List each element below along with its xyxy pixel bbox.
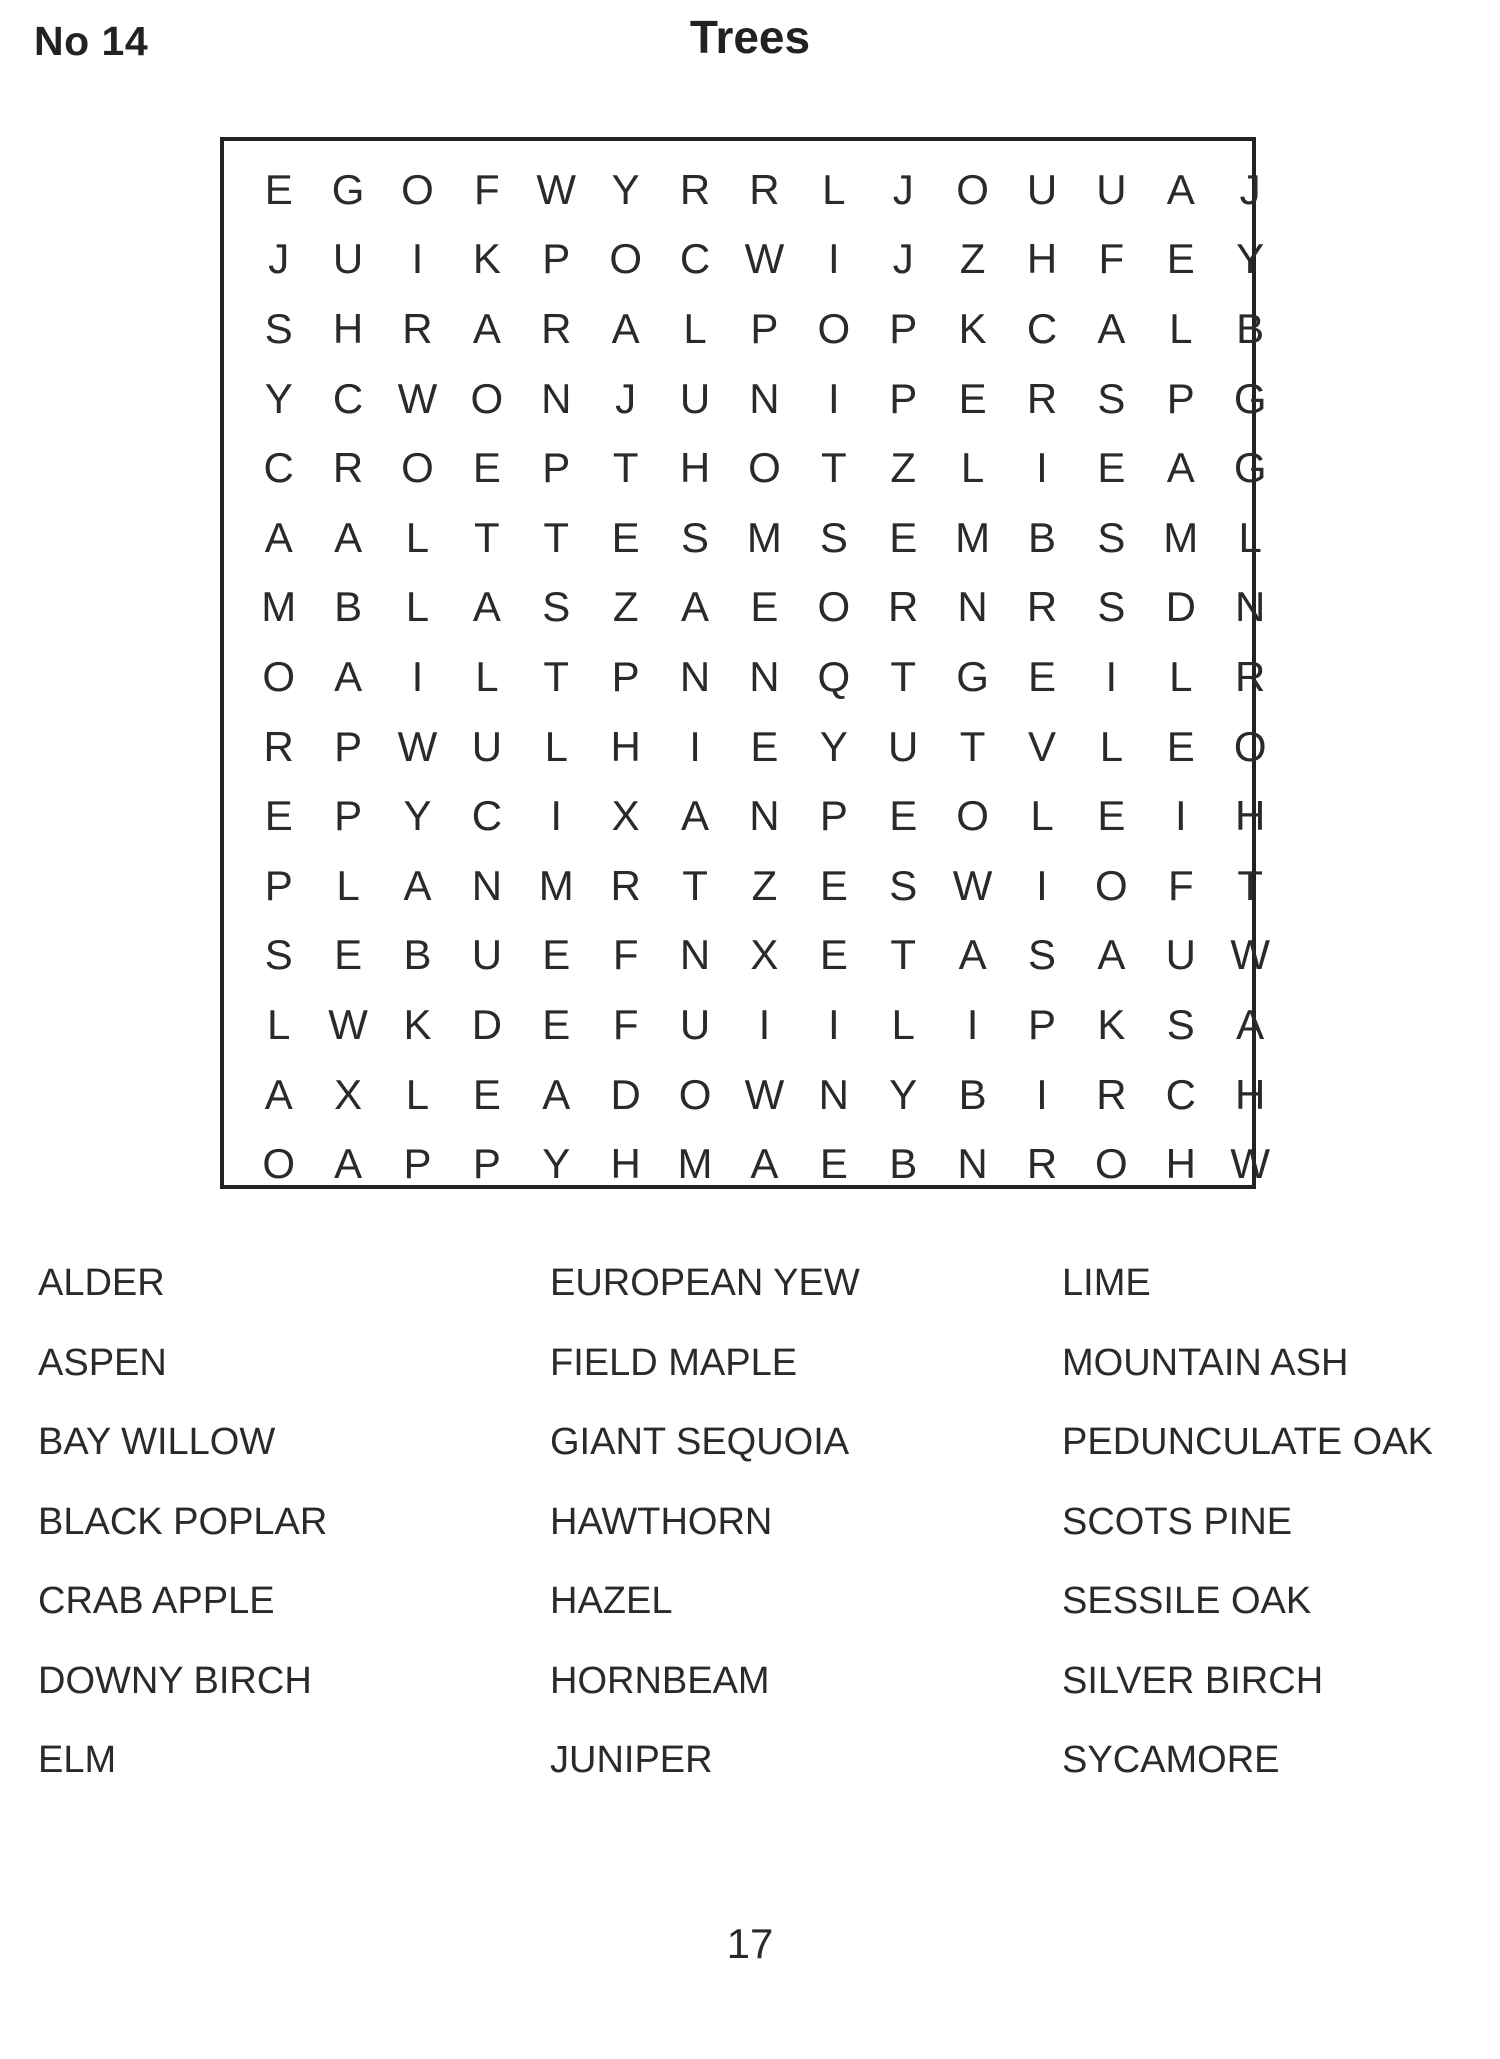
grid-cell[interactable]: E: [1166, 722, 1195, 770]
grid-cell[interactable]: M: [538, 861, 574, 909]
grid-cell[interactable]: M: [746, 513, 782, 561]
grid-cell[interactable]: M: [1163, 513, 1199, 561]
grid-cell[interactable]: K: [958, 304, 987, 352]
grid-cell[interactable]: X: [334, 1070, 363, 1118]
word-list-item: HORNBEAM: [550, 1659, 770, 1702]
grid-cell[interactable]: O: [817, 304, 851, 352]
grid-cell[interactable]: E: [750, 722, 779, 770]
grid-cell[interactable]: W: [744, 1070, 785, 1118]
grid-cell[interactable]: D: [610, 1070, 641, 1118]
grid-cell[interactable]: U: [1165, 931, 1196, 979]
grid-cell[interactable]: I: [1036, 1070, 1048, 1118]
grid-cell[interactable]: L: [683, 304, 707, 352]
grid-cell[interactable]: O: [609, 235, 642, 283]
grid-cell[interactable]: L: [960, 444, 985, 492]
grid-cell[interactable]: S: [1097, 374, 1126, 422]
grid-cell[interactable]: A: [334, 513, 363, 561]
grid-cell[interactable]: E: [750, 583, 779, 631]
word-list-item: CRAB APPLE: [38, 1580, 275, 1622]
grid-cell[interactable]: A: [264, 513, 293, 561]
grid-cell[interactable]: E: [1027, 652, 1056, 700]
grid-cell[interactable]: R: [332, 444, 364, 492]
grid-cell[interactable]: U: [679, 1000, 711, 1048]
word-list-item: ALDER: [38, 1262, 165, 1304]
grid-cell[interactable]: G: [331, 165, 365, 213]
grid-cell[interactable]: W: [1230, 1140, 1270, 1188]
grid-cell[interactable]: S: [1097, 583, 1126, 631]
grid-cell[interactable]: P: [264, 861, 293, 909]
grid-cell[interactable]: I: [758, 1000, 771, 1048]
grid-cell[interactable]: S: [264, 931, 293, 979]
grid-cell[interactable]: N: [1234, 583, 1266, 631]
grid-cell[interactable]: U: [471, 722, 503, 770]
grid-cell[interactable]: E: [1166, 235, 1195, 283]
grid-cell[interactable]: O: [401, 165, 434, 213]
grid-cell[interactable]: J: [1239, 165, 1261, 213]
grid-cell[interactable]: E: [472, 444, 501, 492]
word-list-item: PEDUNCULATE OAK: [1062, 1421, 1433, 1463]
grid-cell[interactable]: I: [411, 235, 424, 283]
grid-cell[interactable]: A: [542, 1070, 571, 1118]
grid-cell[interactable]: P: [889, 304, 918, 352]
grid-cell[interactable]: I: [550, 792, 563, 840]
grid-cell[interactable]: M: [955, 513, 991, 561]
grid-cell[interactable]: I: [1036, 444, 1048, 492]
grid-cell[interactable]: A: [1097, 304, 1126, 352]
grid-cell[interactable]: N: [749, 792, 780, 840]
grid-cell[interactable]: T: [820, 444, 847, 492]
word-list-item: HAZEL: [550, 1580, 673, 1622]
grid-cell[interactable]: C: [332, 374, 364, 422]
grid-cell[interactable]: E: [542, 931, 571, 979]
grid-cell[interactable]: L: [1099, 722, 1124, 770]
grid-cell[interactable]: J: [268, 235, 290, 283]
word-list-item: GIANT SEQUOIA: [550, 1421, 850, 1463]
grid-cell[interactable]: W: [952, 861, 993, 909]
grid-cell[interactable]: E: [472, 1070, 501, 1118]
word-list-item: BLACK POPLAR: [38, 1500, 328, 1543]
grid-cell[interactable]: A: [334, 1140, 363, 1188]
grid-cell[interactable]: E: [819, 1140, 848, 1188]
grid-cell[interactable]: O: [262, 652, 296, 700]
grid-cell[interactable]: J: [892, 165, 914, 213]
grid-cell[interactable]: P: [611, 652, 640, 700]
grid-cell[interactable]: N: [679, 652, 711, 700]
grid-cell[interactable]: G: [1233, 444, 1267, 492]
grid-cell[interactable]: A: [472, 583, 501, 631]
grid-cell[interactable]: O: [956, 165, 989, 213]
grid-cell[interactable]: C: [1026, 304, 1058, 352]
word-list-item: ASPEN: [38, 1341, 167, 1384]
grid-cell[interactable]: E: [819, 861, 848, 909]
word-list-column-2: [550, 1262, 860, 1819]
grid-cell[interactable]: J: [892, 235, 914, 283]
grid-cell[interactable]: Q: [817, 652, 851, 700]
grid-cell[interactable]: O: [1233, 722, 1267, 770]
grid-cell[interactable]: M: [677, 1140, 713, 1188]
grid-cell[interactable]: R: [1026, 1140, 1058, 1188]
grid-cell[interactable]: O: [956, 792, 989, 840]
grid-cell[interactable]: O: [470, 374, 504, 422]
grid-cell[interactable]: N: [679, 931, 711, 979]
grid-cell[interactable]: T: [612, 444, 639, 492]
grid-cell[interactable]: R: [610, 861, 641, 909]
word-list-item: EUROPEAN YEW: [550, 1262, 860, 1304]
word-list-column-1: [38, 1262, 327, 1819]
grid-cell[interactable]: F: [1098, 235, 1125, 283]
page-title: Trees: [689, 11, 811, 63]
grid-cell[interactable]: E: [889, 792, 918, 840]
grid-cell[interactable]: H: [1234, 792, 1266, 840]
word-list-item: ELM: [38, 1739, 117, 1781]
grid-cell[interactable]: B: [334, 583, 363, 631]
grid-cell[interactable]: S: [819, 513, 848, 561]
word-list-item: SILVER BIRCH: [1062, 1659, 1324, 1702]
word-list-item: DOWNY BIRCH: [38, 1659, 312, 1702]
grid-cell[interactable]: P: [1166, 374, 1195, 422]
grid-cell[interactable]: A: [611, 304, 640, 352]
grid-cell[interactable]: N: [471, 861, 503, 909]
grid-cell[interactable]: T: [890, 652, 917, 700]
grid-cell[interactable]: R: [1026, 374, 1058, 422]
grid-cell[interactable]: L: [405, 1070, 430, 1118]
word-list-item: JUNIPER: [550, 1739, 713, 1781]
grid-cell[interactable]: B: [403, 931, 432, 979]
word-list-item: SYCAMORE: [1062, 1739, 1280, 1781]
grid-cell[interactable]: P: [334, 792, 363, 840]
grid-cell[interactable]: B: [889, 1140, 918, 1188]
grid-cell[interactable]: O: [401, 444, 434, 492]
grid-cell[interactable]: R: [541, 304, 572, 352]
grid-cell[interactable]: E: [542, 1000, 571, 1048]
grid-cell[interactable]: K: [472, 235, 501, 283]
grid-cell[interactable]: A: [681, 583, 710, 631]
grid-cell[interactable]: M: [261, 583, 297, 631]
grid-cell[interactable]: Y: [819, 722, 848, 770]
grid-cell[interactable]: H: [610, 1140, 641, 1188]
grid-cell[interactable]: A: [1166, 165, 1195, 213]
grid-cell[interactable]: R: [888, 583, 919, 631]
grid-cell[interactable]: F: [612, 931, 639, 979]
grid-cell[interactable]: N: [541, 374, 572, 422]
grid-cell[interactable]: T: [1237, 861, 1263, 909]
grid-cell[interactable]: P: [542, 444, 571, 492]
grid-cell[interactable]: U: [679, 374, 711, 422]
grid-cell[interactable]: Y: [889, 1070, 918, 1118]
grid-cell[interactable]: X: [750, 931, 779, 979]
grid-cell[interactable]: O: [748, 444, 781, 492]
grid-cell[interactable]: G: [1233, 374, 1267, 422]
grid-cell[interactable]: E: [611, 513, 640, 561]
grid-cell[interactable]: L: [891, 1000, 915, 1048]
grid-cell[interactable]: S: [681, 513, 710, 561]
grid-cell[interactable]: A: [1236, 1000, 1265, 1048]
grid-cell[interactable]: I: [411, 652, 424, 700]
grid-cell[interactable]: E: [1097, 792, 1126, 840]
grid-cell[interactable]: U: [471, 931, 503, 979]
grid-cell[interactable]: G: [956, 652, 989, 700]
grid-cell[interactable]: U: [888, 722, 919, 770]
word-list-item: SCOTS PINE: [1062, 1500, 1293, 1543]
grid-cell[interactable]: P: [334, 722, 363, 770]
grid-cell[interactable]: O: [817, 583, 851, 631]
grid-cell[interactable]: D: [471, 1000, 503, 1048]
grid-cell[interactable]: H: [1026, 235, 1058, 283]
grid-cell[interactable]: L: [1169, 652, 1193, 700]
grid-cell[interactable]: A: [403, 861, 432, 909]
word-list-item: SESSILE OAK: [1062, 1580, 1312, 1622]
grid-cell[interactable]: P: [889, 374, 918, 422]
grid-cell[interactable]: A: [958, 931, 987, 979]
grid-cell[interactable]: U: [1026, 165, 1058, 213]
grid-cell[interactable]: A: [1097, 931, 1126, 979]
grid-cell[interactable]: H: [679, 444, 711, 492]
grid-cell[interactable]: W: [744, 235, 785, 283]
grid-cell[interactable]: P: [819, 792, 848, 840]
grid-cell[interactable]: I: [1174, 792, 1187, 840]
grid-cell[interactable]: T: [474, 513, 500, 561]
grid-cell[interactable]: S: [542, 583, 571, 631]
grid-cell[interactable]: T: [543, 652, 570, 700]
grid-cell[interactable]: O: [1095, 861, 1128, 909]
grid-cell[interactable]: H: [610, 722, 641, 770]
grid-cell[interactable]: R: [1026, 583, 1058, 631]
grid-cell[interactable]: Z: [959, 235, 986, 283]
grid-cell[interactable]: E: [889, 513, 918, 561]
grid-cell[interactable]: D: [1165, 583, 1196, 631]
word-list-item: FIELD MAPLE: [550, 1341, 798, 1384]
grid-cell[interactable]: H: [1234, 1070, 1266, 1118]
grid-cell[interactable]: F: [1167, 861, 1194, 909]
grid-cell[interactable]: L: [544, 722, 568, 770]
grid-cell[interactable]: S: [1027, 931, 1056, 979]
grid-cell[interactable]: B: [1236, 304, 1265, 352]
grid-cell[interactable]: B: [1027, 513, 1056, 561]
grid-cell[interactable]: N: [957, 583, 988, 631]
grid-cell[interactable]: L: [822, 165, 846, 213]
grid-cell[interactable]: R: [263, 722, 294, 770]
grid-cell[interactable]: S: [264, 304, 293, 352]
grid-cell[interactable]: L: [267, 1000, 291, 1048]
grid-cell[interactable]: I: [966, 1000, 979, 1048]
grid-cell[interactable]: P: [542, 235, 571, 283]
page-number: 17: [726, 1920, 774, 1967]
grid-cell[interactable]: P: [1027, 1000, 1056, 1048]
word-list-item: LIME: [1062, 1262, 1151, 1304]
grid-cell[interactable]: I: [1105, 652, 1118, 700]
grid-cell[interactable]: W: [397, 374, 438, 422]
grid-cell[interactable]: T: [890, 931, 917, 979]
grid-cell[interactable]: L: [405, 513, 430, 561]
grid-cell[interactable]: N: [749, 652, 780, 700]
grid-cell[interactable]: U: [1096, 165, 1127, 213]
grid-cell[interactable]: T: [543, 513, 570, 561]
grid-cell[interactable]: C: [679, 235, 711, 283]
grid-cell[interactable]: I: [1036, 861, 1048, 909]
grid-cell[interactable]: W: [397, 722, 438, 770]
grid-cell[interactable]: L: [405, 583, 430, 631]
grid-cell[interactable]: J: [615, 374, 637, 422]
grid-cell[interactable]: S: [1097, 513, 1126, 561]
grid-cell[interactable]: L: [475, 652, 499, 700]
grid-cell[interactable]: W: [1230, 931, 1270, 979]
grid-cell[interactable]: W: [328, 1000, 368, 1048]
grid-cell[interactable]: E: [819, 931, 848, 979]
grid-cell[interactable]: C: [1165, 1070, 1196, 1118]
grid-cell[interactable]: C: [263, 444, 294, 492]
grid-cell[interactable]: W: [536, 165, 577, 213]
grid-cell[interactable]: Z: [751, 861, 778, 909]
word-list: [0, 1262, 1500, 1822]
word-list-column-3: [1062, 1262, 1433, 1819]
grid-cell[interactable]: A: [334, 652, 363, 700]
grid-cell[interactable]: L: [336, 861, 360, 909]
grid-cell[interactable]: Y: [611, 165, 640, 213]
grid-cell[interactable]: N: [957, 1140, 988, 1188]
grid-cell[interactable]: Y: [403, 792, 432, 840]
grid-cell[interactable]: A: [750, 1140, 779, 1188]
grid-cell[interactable]: C: [471, 792, 503, 840]
grid-cell[interactable]: T: [959, 722, 986, 770]
grid-cell[interactable]: R: [679, 165, 711, 213]
grid-cell[interactable]: E: [264, 165, 293, 213]
grid-cell[interactable]: R: [1234, 652, 1266, 700]
grid-cell[interactable]: T: [682, 861, 708, 909]
grid-cell[interactable]: L: [1030, 792, 1054, 840]
grid-cell[interactable]: L: [1169, 304, 1193, 352]
grid-cell[interactable]: A: [1166, 444, 1195, 492]
grid-cell[interactable]: S: [1166, 1000, 1195, 1048]
puzzle-number: No 14: [34, 18, 149, 64]
grid-cell[interactable]: E: [958, 374, 987, 422]
grid-cell[interactable]: R: [402, 304, 433, 352]
grid-cell[interactable]: H: [1165, 1140, 1196, 1188]
grid-cell[interactable]: R: [1096, 1070, 1127, 1118]
grid-cell[interactable]: Z: [612, 583, 639, 631]
word-list-item: HAWTHORN: [550, 1500, 773, 1543]
grid-cell[interactable]: O: [1095, 1140, 1128, 1188]
grid-cell[interactable]: P: [403, 1140, 432, 1188]
word-search-grid-frame: [220, 137, 1270, 1189]
grid-cell[interactable]: N: [818, 1070, 849, 1118]
grid-cell[interactable]: L: [1238, 513, 1262, 561]
grid-cell[interactable]: K: [1097, 1000, 1126, 1048]
grid-cell[interactable]: I: [689, 722, 701, 770]
grid-cell[interactable]: Y: [264, 374, 293, 422]
grid-cell[interactable]: X: [611, 792, 640, 840]
grid-cell[interactable]: Z: [890, 444, 917, 492]
grid-cell[interactable]: Y: [542, 1140, 571, 1188]
grid-cell[interactable]: V: [1027, 722, 1056, 770]
grid-cell[interactable]: I: [827, 1000, 840, 1048]
grid-cell[interactable]: N: [749, 374, 780, 422]
grid-cell[interactable]: O: [262, 1140, 296, 1188]
grid-cell[interactable]: I: [827, 235, 840, 283]
grid-cell[interactable]: F: [474, 165, 500, 213]
grid-cell[interactable]: U: [332, 235, 364, 283]
grid-cell[interactable]: K: [403, 1000, 432, 1048]
grid-cell[interactable]: Y: [1236, 235, 1265, 283]
grid-cell[interactable]: R: [749, 165, 780, 213]
grid-cell[interactable]: B: [958, 1070, 987, 1118]
grid-cell[interactable]: A: [264, 1070, 293, 1118]
grid-cell[interactable]: P: [750, 304, 779, 352]
grid-cell[interactable]: E: [1097, 444, 1126, 492]
grid-cell[interactable]: P: [472, 1140, 501, 1188]
grid-cell[interactable]: E: [334, 931, 363, 979]
grid-cell[interactable]: A: [472, 304, 501, 352]
grid-cell[interactable]: H: [332, 304, 364, 352]
grid-cell[interactable]: E: [264, 792, 293, 840]
grid-cell[interactable]: F: [612, 1000, 639, 1048]
word-search-grid: [244, 155, 1285, 1199]
word-list-item: MOUNTAIN ASH: [1062, 1341, 1349, 1384]
grid-cell[interactable]: S: [889, 861, 918, 909]
grid-cell[interactable]: A: [681, 792, 710, 840]
grid-cell[interactable]: O: [678, 1070, 712, 1118]
grid-cell[interactable]: I: [827, 374, 840, 422]
word-list-item: BAY WILLOW: [38, 1421, 276, 1463]
